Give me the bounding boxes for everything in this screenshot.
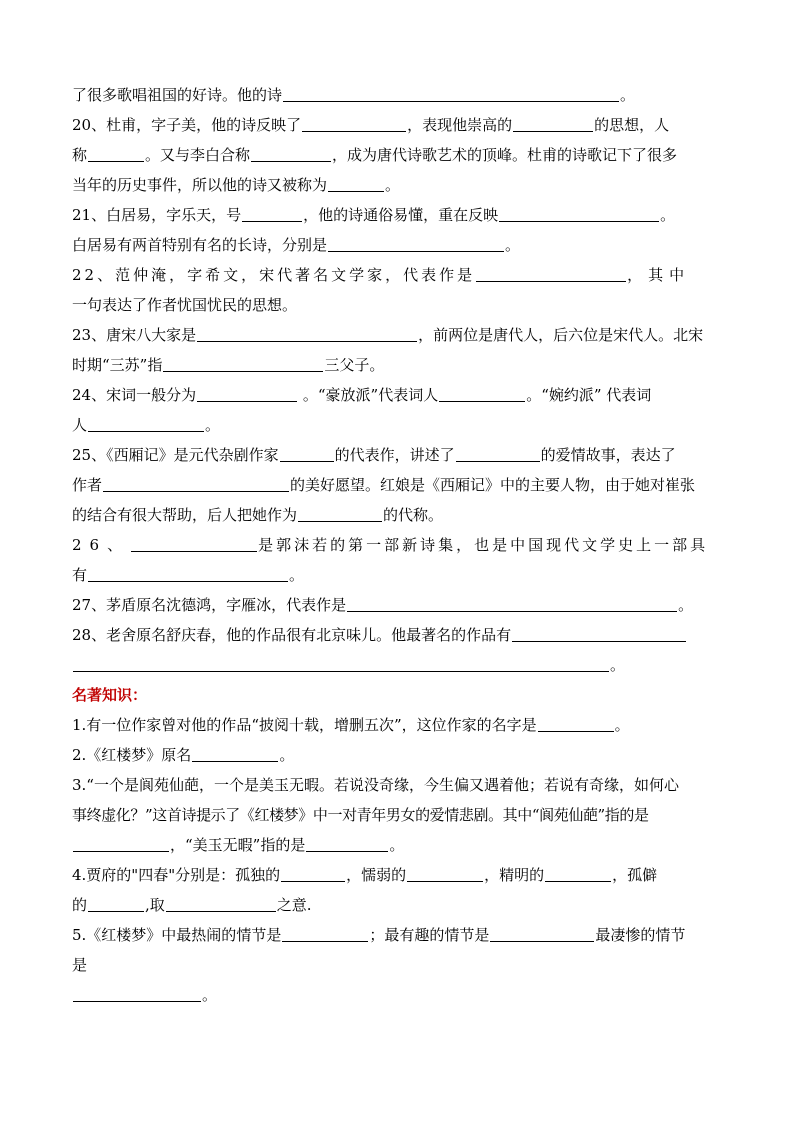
text-segment: 28、老舍原名舒庆春，他的作品很有北京味儿。他最著名的作品有 bbox=[72, 626, 512, 644]
answer-blank[interactable] bbox=[407, 865, 483, 882]
text-segment: 。 bbox=[279, 746, 295, 764]
answer-blank[interactable] bbox=[499, 205, 659, 222]
text-line bbox=[72, 530, 726, 560]
text-segment: 1.有一位作家曾对他的作品“披阅十载，增删五次”，这位作家的名字是 bbox=[72, 716, 537, 734]
text-segment: 5.《红楼梦》中最热闹的情节是 bbox=[72, 926, 282, 944]
text-segment: 的结合有很大帮助，后人把她作为 bbox=[72, 506, 298, 524]
answer-blank[interactable] bbox=[476, 265, 626, 282]
text-segment: 的代表作，讲述了 bbox=[334, 446, 455, 464]
text-line bbox=[72, 410, 726, 440]
text-line bbox=[72, 710, 726, 740]
answer-blank[interactable] bbox=[306, 835, 388, 852]
text-line bbox=[72, 650, 726, 680]
text-segment: 24、宋词一般分为 bbox=[72, 386, 197, 404]
text-line bbox=[72, 860, 726, 890]
text-segment: 2.《红楼梦》原名 bbox=[72, 746, 192, 764]
answer-blank[interactable] bbox=[328, 175, 384, 192]
answer-blank[interactable] bbox=[242, 205, 302, 222]
text-segment: ,取 bbox=[145, 896, 165, 914]
text-segment: 最凄惨的情节 bbox=[595, 926, 686, 944]
text-segment: ，懦弱的 bbox=[346, 866, 407, 884]
answer-blank[interactable] bbox=[88, 145, 144, 162]
answer-blank[interactable] bbox=[513, 115, 593, 132]
text-line bbox=[72, 770, 726, 800]
text-segment: 。 bbox=[289, 566, 305, 584]
text-segment: ，孤僻 bbox=[612, 866, 658, 884]
text-segment: 之意. bbox=[276, 896, 312, 914]
text-line bbox=[72, 380, 726, 410]
text-segment: 有 bbox=[72, 566, 88, 584]
answer-blank[interactable] bbox=[545, 865, 611, 882]
text-segment: 。“婉约派” 代表词 bbox=[526, 386, 652, 404]
text-segment: 的 bbox=[72, 896, 88, 914]
answer-blank[interactable] bbox=[490, 925, 594, 942]
answer-blank[interactable] bbox=[282, 925, 368, 942]
text-line bbox=[72, 440, 726, 470]
text-line bbox=[72, 890, 726, 920]
answer-blank[interactable] bbox=[281, 865, 345, 882]
text-line bbox=[72, 590, 726, 620]
text-segment: 21、白居易，字乐天，号 bbox=[72, 206, 242, 224]
text-segment: 4.贾府的"四春"分别是：孤独的 bbox=[72, 866, 281, 884]
answer-blank[interactable] bbox=[163, 355, 323, 372]
answer-blank[interactable] bbox=[88, 415, 204, 432]
text-line bbox=[72, 800, 726, 830]
answer-blank[interactable] bbox=[302, 115, 406, 132]
answer-blank[interactable] bbox=[328, 235, 504, 252]
answer-blank[interactable] bbox=[88, 565, 288, 582]
text-line bbox=[72, 290, 726, 320]
answer-blank[interactable] bbox=[88, 895, 144, 912]
answer-blank[interactable] bbox=[439, 385, 525, 402]
text-segment: 25、《西厢记》是元代杂剧作家 bbox=[72, 446, 279, 464]
text-segment: ，精明的 bbox=[484, 866, 545, 884]
text-segment: 22、范仲淹，字希文，宋代著名文学家，代表作是 bbox=[72, 266, 476, 284]
text-segment: 23、唐宋八大家是 bbox=[72, 326, 197, 344]
text-segment: 是郭沫若的第一部新诗集，也是中国现代文学史上一部具 bbox=[258, 536, 709, 554]
answer-blank[interactable] bbox=[73, 835, 169, 852]
text-segment: 白居易有两首特别有名的长诗，分别是 bbox=[72, 236, 328, 254]
text-segment: 的美好愿望。红娘是《西厢记》中的主要人物，由于她对崔张 bbox=[290, 476, 696, 494]
answer-blank[interactable] bbox=[251, 145, 331, 162]
text-segment: 的代称。 bbox=[383, 506, 444, 524]
answer-blank[interactable] bbox=[166, 895, 276, 912]
text-segment: 的思想，人 bbox=[594, 116, 670, 134]
text-segment: 20、杜甫，字子美，他的诗反映了 bbox=[72, 116, 302, 134]
text-line bbox=[72, 560, 726, 590]
text-segment: 三父子。 bbox=[324, 356, 385, 374]
text-segment: 作者 bbox=[72, 476, 103, 494]
text-segment: 27、茅盾原名沈德鸿，字雁冰，代表作是 bbox=[72, 596, 347, 614]
text-segment: 3.“一个是阆苑仙葩，一个是美玉无暇。若说没奇缘，今生偏又遇着他；若说有奇缘，如何心 bbox=[72, 776, 679, 794]
text-segment: 。 bbox=[389, 836, 405, 854]
answer-blank[interactable] bbox=[73, 655, 609, 672]
text-segment: 的爱情故事，表达了 bbox=[540, 446, 676, 464]
text-line bbox=[72, 920, 726, 950]
text-segment: ，成为唐代诗歌艺术的顶峰。杜甫的诗歌记下了很多 bbox=[332, 146, 678, 164]
answer-blank[interactable] bbox=[283, 85, 619, 102]
text-segment: 。 bbox=[385, 176, 401, 194]
text-line bbox=[72, 740, 726, 770]
text-line bbox=[72, 470, 726, 500]
text-segment: 一句表达了作者忧国忧民的思想。 bbox=[72, 296, 298, 314]
text-segment: 当年的历史事件，所以他的诗又被称为 bbox=[72, 176, 328, 194]
text-line bbox=[72, 140, 726, 170]
text-segment: 。“豪放派”代表词人 bbox=[298, 386, 439, 404]
text-segment: 称 bbox=[72, 146, 88, 164]
text-segment: ，表现他崇高的 bbox=[407, 116, 513, 134]
text-segment: ，前两位是唐代人，后六位是宋代人。北宋 bbox=[418, 326, 704, 344]
text-segment: 。 bbox=[660, 206, 676, 224]
answer-blank[interactable] bbox=[512, 625, 686, 642]
answer-blank[interactable] bbox=[347, 595, 677, 612]
text-segment: 是 bbox=[72, 956, 88, 974]
section-heading: 名著知识： bbox=[72, 686, 148, 704]
answer-blank[interactable] bbox=[298, 505, 382, 522]
text-segment: 。 bbox=[620, 86, 636, 104]
text-segment: ，其中 bbox=[627, 266, 691, 284]
text-segment: 。又与李白合称 bbox=[145, 146, 251, 164]
text-segment: 26、 bbox=[72, 536, 131, 554]
text-line bbox=[72, 830, 726, 860]
text-line bbox=[72, 500, 726, 530]
text-segment: ，他的诗通俗易懂，重在反映 bbox=[303, 206, 499, 224]
text-segment: 。 bbox=[678, 596, 694, 614]
text-segment: 。 bbox=[205, 416, 221, 434]
text-segment: 人 bbox=[72, 416, 88, 434]
text-line bbox=[72, 230, 726, 260]
text-line bbox=[72, 80, 726, 110]
answer-blank[interactable] bbox=[197, 385, 297, 402]
text-line bbox=[72, 950, 726, 980]
text-segment: 时期“三苏”指 bbox=[72, 356, 163, 374]
answer-blank[interactable] bbox=[131, 535, 257, 552]
text-segment: 。 bbox=[614, 716, 630, 734]
answer-blank[interactable] bbox=[103, 475, 289, 492]
text-line bbox=[72, 110, 726, 140]
answer-blank[interactable] bbox=[280, 445, 334, 462]
answer-blank[interactable] bbox=[538, 715, 614, 732]
text-line bbox=[72, 620, 726, 650]
text-segment: 了很多歌唱祖国的好诗。他的诗 bbox=[72, 86, 283, 104]
text-segment: 事终虚化？”这首诗提示了《红楼梦》中一对青年男女的爱情悲剧。其中“阆苑仙葩”指的是 bbox=[72, 806, 649, 824]
answer-blank[interactable] bbox=[192, 745, 278, 762]
text-line bbox=[72, 260, 726, 290]
text-segment: ，“美玉无暇”指的是 bbox=[170, 836, 306, 854]
text-line bbox=[72, 320, 726, 350]
text-line bbox=[72, 170, 726, 200]
text-segment: ；最有趣的情节是 bbox=[369, 926, 490, 944]
text-segment: 。 bbox=[202, 986, 218, 1004]
text-line bbox=[72, 200, 726, 230]
answer-blank[interactable] bbox=[73, 985, 201, 1002]
text-line bbox=[72, 980, 726, 1010]
answer-blank[interactable] bbox=[197, 325, 417, 342]
text-segment: 。 bbox=[610, 656, 626, 674]
text-line bbox=[72, 350, 726, 380]
answer-blank[interactable] bbox=[456, 445, 540, 462]
text-segment: 。 bbox=[505, 236, 521, 254]
document-page bbox=[72, 80, 726, 1010]
